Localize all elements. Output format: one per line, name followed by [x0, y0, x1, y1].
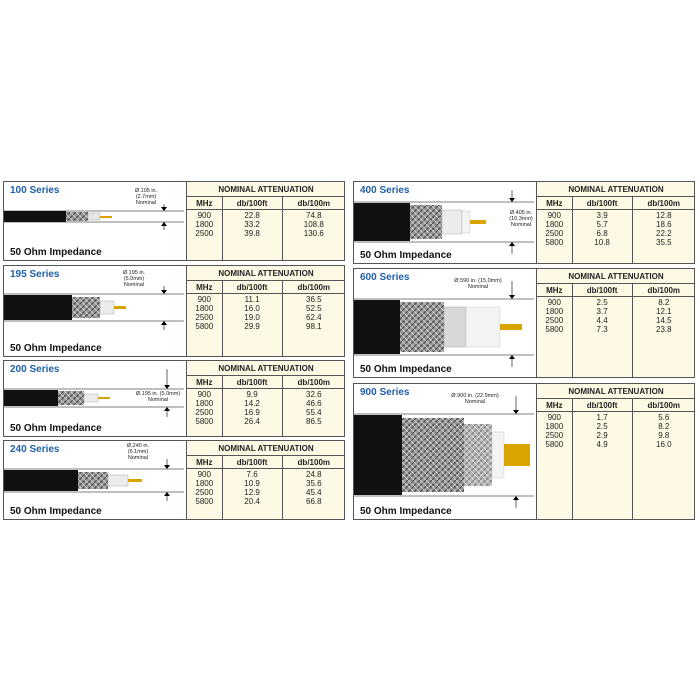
panel-600-series: [353, 268, 695, 378]
table-row: 5800 26.4 86.5: [187, 417, 346, 437]
attenuation-table: NOMINAL ATTENUATION MHz db/100ft db/100m 900 1.7 5.6 1800 2.5 8.2 2500 2.9 9.8 5800 4.9 16.0: [536, 383, 695, 520]
series-title: 200 Series: [10, 364, 60, 375]
diameter-label: Ø.195 in. (5.0mm) Nominal: [122, 270, 146, 288]
diameter-label: Ø.405 in. (10.3mm) Nominal: [509, 210, 533, 228]
table-row: 1800 5.7 18.6: [537, 220, 696, 229]
series-title: 400 Series: [360, 185, 410, 196]
panel-900-series: [353, 383, 695, 520]
attenuation-table: NOMINAL ATTENUATION MHz db/100ft db/100m 900 22.8 74.8 1800 33.2 108.8 2500 39.8 130.6: [186, 181, 345, 261]
diameter-label: Ø.105 in. (2.7mm) Nominal: [134, 188, 158, 206]
table-row: 1800 14.2 46.6: [187, 399, 346, 408]
table-row: 1800 33.2 108.8: [187, 220, 346, 229]
table-row: 2500 2.9 9.8: [537, 431, 696, 440]
impedance-label: 50 Ohm Impedance: [10, 506, 102, 517]
diameter-label: Ø.240 in. (6.1mm) Nominal: [126, 443, 150, 461]
attenuation-table: NOMINAL ATTENUATION MHz db/100ft db/100m 900 9.9 32.6 1800 14.2 46.6 2500 16.9 55.4 5800 26.4 86.5: [186, 360, 345, 437]
table-row: 1800 10.9 35.6: [187, 479, 346, 488]
panel-200-series: [3, 360, 345, 437]
table-row: 5800 4.9 16.0: [537, 440, 696, 520]
table-row: 5800 7.3 23.8: [537, 325, 696, 378]
impedance-label: 50 Ohm Impedance: [360, 250, 452, 261]
table-row: 2500 16.9 55.4: [187, 408, 346, 417]
table-row: 5800 10.8 35.5: [537, 238, 696, 264]
panel-100-series: [3, 181, 345, 261]
panel-195-series: [3, 265, 345, 357]
series-title: 600 Series: [360, 272, 410, 283]
table-row: 900 22.8 74.8: [187, 210, 346, 221]
table-row: 1800 16.0 52.5: [187, 304, 346, 313]
attenuation-table: NOMINAL ATTENUATION MHz db/100ft db/100m 900 2.5 8.2 1800 3.7 12.1 2500 4.4 14.5 5800 7.3 23.8: [536, 268, 695, 378]
table-row: 2500 19.0 62.4: [187, 313, 346, 322]
table-row: 2500 39.8 130.6: [187, 229, 346, 261]
table-row: 2500 12.9 45.4: [187, 488, 346, 497]
attenuation-table: NOMINAL ATTENUATION MHz db/100ft db/100m 900 3.9 12.8 1800 5.7 18.6 2500 6.8 22.2 5800 10.8 35.5: [536, 181, 695, 264]
table-row: 900 9.9 32.6: [187, 389, 346, 400]
table-row: 900 3.9 12.8: [537, 210, 696, 221]
impedance-label: 50 Ohm Impedance: [360, 506, 452, 517]
table-row: 900 11.1 36.5: [187, 294, 346, 305]
table-row: 2500 6.8 22.2: [537, 229, 696, 238]
diameter-label: Ø.590 in. (15.0mm) Nominal: [454, 278, 502, 290]
impedance-label: 50 Ohm Impedance: [10, 423, 102, 434]
impedance-label: 50 Ohm Impedance: [10, 247, 102, 258]
diameter-label: Ø.900 in. (22.9mm) Nominal: [451, 393, 499, 405]
table-row: 1800 3.7 12.1: [537, 307, 696, 316]
table-row: 900 2.5 8.2: [537, 297, 696, 308]
impedance-label: 50 Ohm Impedance: [360, 364, 452, 375]
table-row: 2500 4.4 14.5: [537, 316, 696, 325]
diameter-label: Ø.195 in. (5.0mm) Nominal: [135, 391, 181, 403]
attenuation-table: NOMINAL ATTENUATION MHz db/100ft db/100m 900 11.1 36.5 1800 16.0 52.5 2500 19.0 62.4 5800 29.9 98.1: [186, 265, 345, 357]
series-title: 240 Series: [10, 444, 60, 455]
panel-400-series: [353, 181, 695, 264]
series-title: 900 Series: [360, 387, 410, 398]
table-row: 5800 29.9 98.1: [187, 322, 346, 357]
table-row: 900 1.7 5.6: [537, 412, 696, 423]
impedance-label: 50 Ohm Impedance: [10, 343, 102, 354]
table-row: 5800 20.4 66.8: [187, 497, 346, 520]
table-row: 900 7.6 24.8: [187, 469, 346, 480]
series-title: 195 Series: [10, 269, 60, 280]
table-row: 1800 2.5 8.2: [537, 422, 696, 431]
attenuation-table: NOMINAL ATTENUATION MHz db/100ft db/100m 900 7.6 24.8 1800 10.9 35.6 2500 12.9 45.4 5800 20.4 66.8: [186, 440, 345, 520]
series-title: 100 Series: [10, 185, 60, 196]
panel-240-series: [3, 440, 345, 520]
